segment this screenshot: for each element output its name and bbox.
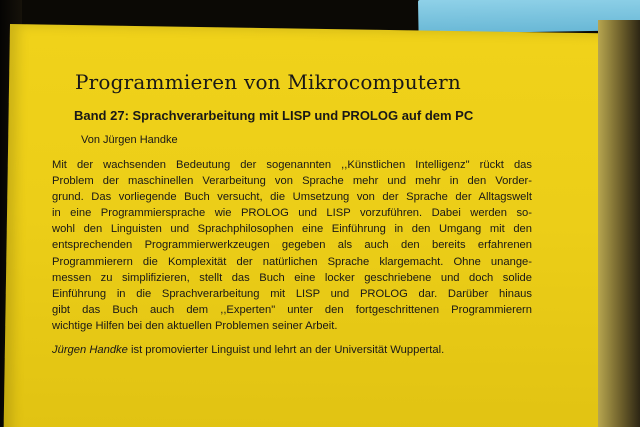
description-line: grund. Das vorliegende Buch versucht, die Umsetzung von der Sprache der Alltagswelt [52, 191, 532, 204]
description-line: messen zu simplifizieren, stellt das Buch eine locker geschriebene und doch solide [52, 271, 532, 284]
description-line: Problem der maschinellen Verarbeitung von Sprache mehr und mehr in den Vorder- [52, 175, 532, 188]
description-line: in eine Programmiersprache wie PROLOG und LISP vorzuführen. Dabei werden so- [52, 207, 532, 220]
volume-title: Band 27: Sprachverarbeitung mit LISP und PROLOG auf dem PC [74, 108, 474, 123]
description-line: entsprechenden Programmierwerkzeugen gegeben als auch den bereits erfahrenen [52, 239, 532, 252]
description-line: Mit der wachsenden Bedeutung der sogenannten ,,Künstlichen Intelligenz" rückt das [52, 159, 532, 171]
bio-text: ist promovierter Linguist und lehrt an der Universität Wuppertal. [127, 344, 445, 356]
series-title: Programmieren von Mikrocomputern [75, 70, 461, 94]
description-line: wohl den Linguisten und Sprachphilosophen eine Einführung in den Umgang mit den [52, 223, 532, 236]
description-line: Einführung in die Sprachverarbeitung mit LISP und PROLOG dar. Darüber hinaus [52, 287, 532, 300]
author-line: Von Jürgen Handke [81, 134, 178, 146]
bio-author-name: Jürgen Handke [52, 344, 128, 356]
description-line: gibt das Buch auch dem ,,Experten" unter den fortgeschrittenen Programmierern [52, 303, 532, 316]
description-line: Programmierern die Komplexität der natürlichen Sprache klargemacht. Ohne unange- [52, 255, 532, 268]
author-bio [52, 342, 532, 358]
description-paragraph [52, 157, 532, 334]
description-line: wichtige Hilfen bei den aktuellen Problemen seiner Arbeit. [52, 319, 338, 332]
